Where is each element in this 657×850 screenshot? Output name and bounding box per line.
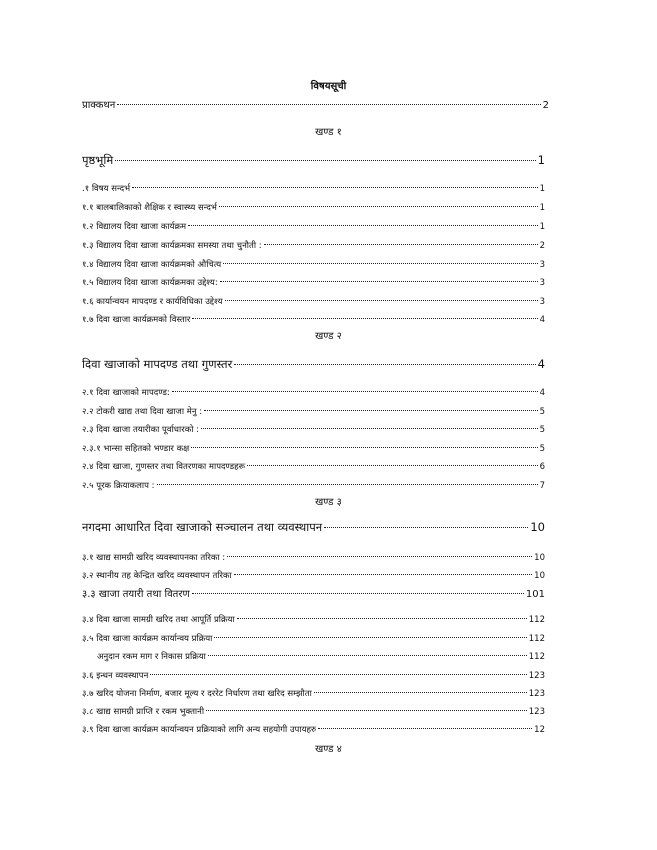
- toc-entry: [82, 183, 545, 194]
- entry-page: 112: [528, 634, 545, 644]
- entry-page: 2: [539, 241, 545, 251]
- leader-dots: [234, 574, 532, 575]
- toc-section-1: [82, 153, 545, 168]
- entry-page: 123: [528, 671, 545, 681]
- entry-page: 12: [534, 725, 545, 735]
- leader-dots: [206, 710, 527, 711]
- leader-dots: [172, 391, 538, 392]
- toc-entry: [82, 202, 545, 213]
- leader-dots: [201, 428, 538, 429]
- entry-label: १.७ दिवा खाजा कार्यक्रमको विस्तार: [82, 315, 191, 325]
- leader-dots: [314, 692, 527, 693]
- entry-label: २.२ टोकरी खाद्य तथा दिवा खाजा मेनु :: [82, 407, 203, 417]
- toc-entry: [82, 296, 545, 307]
- entry-page: 4: [539, 388, 545, 398]
- toc-entry: [82, 314, 545, 325]
- entry-label: २.३ दिवा खाजा तयारीका पूर्वाधारको :: [82, 425, 199, 435]
- toc-entry: [82, 480, 545, 491]
- toc-title: विषयसूची: [310, 81, 347, 92]
- khand-2-heading: खण्ड २: [315, 331, 342, 342]
- khand-1-heading: खण्ड १: [315, 127, 342, 138]
- entry-label: १.६ कार्यान्वयन मापदण्ड र कार्यविधिका उद्देश्य: [82, 297, 223, 307]
- toc-section-2: [82, 357, 545, 372]
- entry-label: ३.५ दिवा खाजा कार्यक्रम कार्यान्वय प्रक्रिया: [82, 634, 213, 644]
- entry-page: 123: [528, 707, 545, 717]
- entry-page: 1: [539, 203, 545, 213]
- toc-entry: [82, 586, 545, 600]
- toc-entry: [82, 240, 545, 251]
- entry-page: 3: [539, 297, 545, 307]
- toc-entry: [82, 387, 545, 398]
- leader-dots: [324, 527, 528, 528]
- toc-entry: [82, 688, 545, 699]
- entry-page: 5: [539, 425, 545, 435]
- entry-label: २.५ पूरक क्रियाकलाप :: [82, 481, 155, 491]
- toc-section-3: [82, 520, 545, 535]
- entry-page: 1: [537, 153, 545, 167]
- leader-dots: [234, 364, 535, 365]
- toc-entry: [82, 724, 545, 735]
- leader-dots: [150, 674, 526, 675]
- entry-page: 101: [525, 589, 545, 600]
- leader-dots: [117, 104, 540, 105]
- entry-label: २.४ दिवा खाजा, गुणस्तर तथा वितरणका मापदण्डहरू: [82, 462, 246, 472]
- entry-label: अनुदान रकम माग र निकास प्रक्रिया: [97, 652, 206, 662]
- entry-label: दिवा खाजाको मापदण्ड तथा गुणस्तर: [82, 357, 233, 371]
- entry-page: 7: [539, 481, 545, 491]
- leader-dots: [115, 160, 535, 161]
- entry-label: १.२ विद्यालय दिवा खाजा कार्यक्रम: [82, 222, 187, 232]
- entry-label: .१ विषय सन्दर्भ: [82, 184, 131, 194]
- entry-page: 2: [542, 100, 549, 111]
- leader-dots: [191, 447, 537, 448]
- toc-entry: [82, 443, 545, 454]
- toc-entry: [82, 221, 545, 232]
- entry-page: 5: [539, 407, 545, 417]
- leader-dots: [237, 618, 527, 619]
- entry-label: १.५ विद्यालय दिवा खाजा कार्यक्रमका उद्देश्य:: [82, 278, 218, 288]
- toc-entry: [97, 651, 545, 662]
- entry-page: 1: [539, 222, 545, 232]
- toc-entry: [82, 633, 545, 644]
- entry-label: प्राक्कथन: [82, 100, 116, 111]
- entry-label: ३.९ दिवा खाजा कार्यक्रम कार्यान्वयन प्रक्रियाको लागि अन्य सहयोगी उपायहरु: [82, 725, 317, 735]
- entry-page: 112: [528, 615, 545, 625]
- entry-page: 10: [534, 553, 545, 563]
- leader-dots: [247, 465, 537, 466]
- leader-dots: [223, 263, 537, 264]
- entry-label: पृष्ठभूमि: [82, 153, 114, 167]
- toc-entry: [82, 706, 545, 717]
- toc-entry: [82, 461, 545, 472]
- toc-entry: [82, 552, 545, 563]
- entry-page: 123: [528, 689, 545, 699]
- toc-entry: [82, 424, 545, 435]
- entry-label: २.१ दिवा खाजाको मापदण्ड:: [82, 388, 170, 398]
- entry-label: ३.१ खाद्य सामग्री खरिद व्यवस्थापनका तरिका :: [82, 553, 226, 563]
- entry-page: 3: [539, 260, 545, 270]
- entry-label: ३.४ दिवा खाजा सामग्री खरिद तथा आपूर्ति प्रक्रिया: [82, 615, 235, 625]
- entry-page: 112: [528, 652, 545, 662]
- entry-page: 10: [530, 520, 545, 534]
- entry-page: 5: [539, 444, 545, 454]
- leader-dots: [192, 593, 524, 594]
- entry-label: ३.३ खाजा तयारी तथा वितरण: [82, 589, 190, 600]
- entry-label: १.१ बालबालिकाको शैक्षिक र स्वास्थ्य सन्दर्भ: [82, 203, 217, 213]
- entry-label: ३.८ खाद्य सामग्री प्राप्ति र रकम भुक्तानी: [82, 707, 205, 717]
- leader-dots: [219, 206, 538, 207]
- entry-page: 4: [537, 357, 545, 371]
- entry-label: ३.६ इन्धन व्यवस्थापन: [82, 671, 149, 681]
- leader-dots: [220, 281, 538, 282]
- toc-entry: [82, 570, 545, 581]
- entry-page: 4: [539, 315, 545, 325]
- entry-page: 3: [539, 278, 545, 288]
- entry-page: 1: [539, 184, 545, 194]
- leader-dots: [204, 410, 537, 411]
- khand-3-heading: खण्ड ३: [315, 497, 342, 508]
- leader-dots: [264, 244, 538, 245]
- toc-entry: [82, 614, 545, 625]
- entry-label: ३.७ खरिद योजना निर्माण, बजार मूल्य र दररेट निर्धारण तथा खरिद सम्झौता: [82, 689, 312, 699]
- toc-entry: [82, 277, 545, 288]
- entry-page: 10: [534, 571, 545, 581]
- entry-label: ३.२ स्थानीय तह केन्द्रित खरिद व्यवस्थापन तरिका: [82, 571, 232, 581]
- entry-page: 6: [539, 462, 545, 472]
- leader-dots: [318, 728, 532, 729]
- leader-dots: [192, 318, 537, 319]
- toc-entry-preface: [82, 97, 549, 111]
- entry-label: २.३.१ भान्सा सहितको भण्डार कक्ष: [82, 444, 190, 454]
- leader-dots: [214, 637, 526, 638]
- leader-dots: [157, 484, 538, 485]
- toc-entry: [82, 259, 545, 270]
- entry-label: १.४ विद्यालय दिवा खाजा कार्यक्रमको औचित्य: [82, 260, 222, 270]
- entry-label: १.३ विद्यालय दिवा खाजा कार्यक्रमका समस्या तथा चुनौती :: [82, 241, 262, 251]
- entry-label: नगदमा आधारित दिवा खाजाको सञ्चालन तथा व्यवस्थापन: [82, 520, 323, 534]
- leader-dots: [227, 556, 532, 557]
- toc-entry: [82, 670, 545, 681]
- leader-dots: [188, 225, 537, 226]
- khand-4-heading: खण्ड ४: [315, 744, 342, 755]
- leader-dots: [225, 300, 538, 301]
- toc-entry: [82, 406, 545, 417]
- leader-dots: [132, 187, 537, 188]
- leader-dots: [208, 655, 527, 656]
